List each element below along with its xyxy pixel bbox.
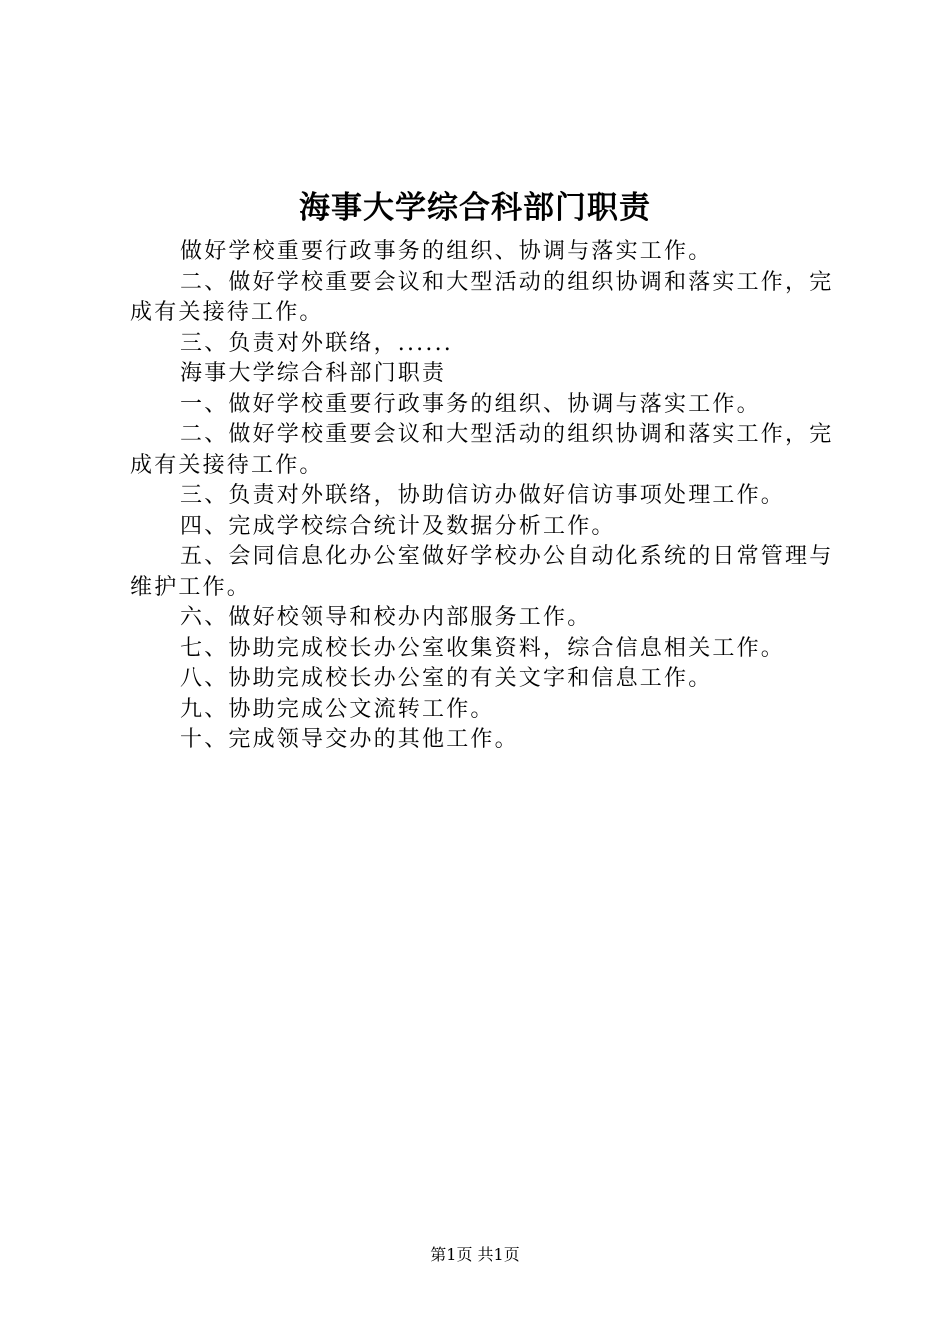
paragraph: 做好学校重要行政事务的组织、协调与落实工作。 <box>180 239 713 264</box>
paragraph: 三、负责对外联络，协助信访办做好信访事项处理工作。 <box>180 483 786 508</box>
paragraph: 四、完成学校综合统计及数据分析工作。 <box>180 513 616 539</box>
paragraph: 五、会同信息化办公室做好学校办公自动化系统的日常管理与维护工作。 <box>130 544 834 600</box>
paragraph: 六、做好校领导和校办内部服务工作。 <box>180 605 592 630</box>
paragraph: 海事大学综合科部门职责 <box>180 361 447 386</box>
page-title: 海事大学综合科部门职责 <box>299 190 651 226</box>
paragraph: 八、协助完成校长办公室的有关文字和信息工作。 <box>180 666 713 691</box>
paragraph: 九、协助完成公文流转工作。 <box>180 696 495 722</box>
paragraph: 二、做好学校重要会议和大型活动的组织协调和落实工作，完成有关接待工作。 <box>130 269 834 325</box>
paragraph: 七、协助完成校长办公室收集资料，综合信息相关工作。 <box>180 635 786 661</box>
paragraph: 三、负责对外联络，...... <box>180 330 453 356</box>
paragraph: 十、完成领导交办的其他工作。 <box>180 727 519 752</box>
page-footer: 第1页 共1页 <box>430 1245 520 1264</box>
document-body <box>130 237 845 756</box>
paragraph: 二、做好学校重要会议和大型活动的组织协调和落实工作，完成有关接待工作。 <box>130 422 834 478</box>
paragraph: 一、做好学校重要行政事务的组织、协调与落实工作。 <box>180 391 761 417</box>
